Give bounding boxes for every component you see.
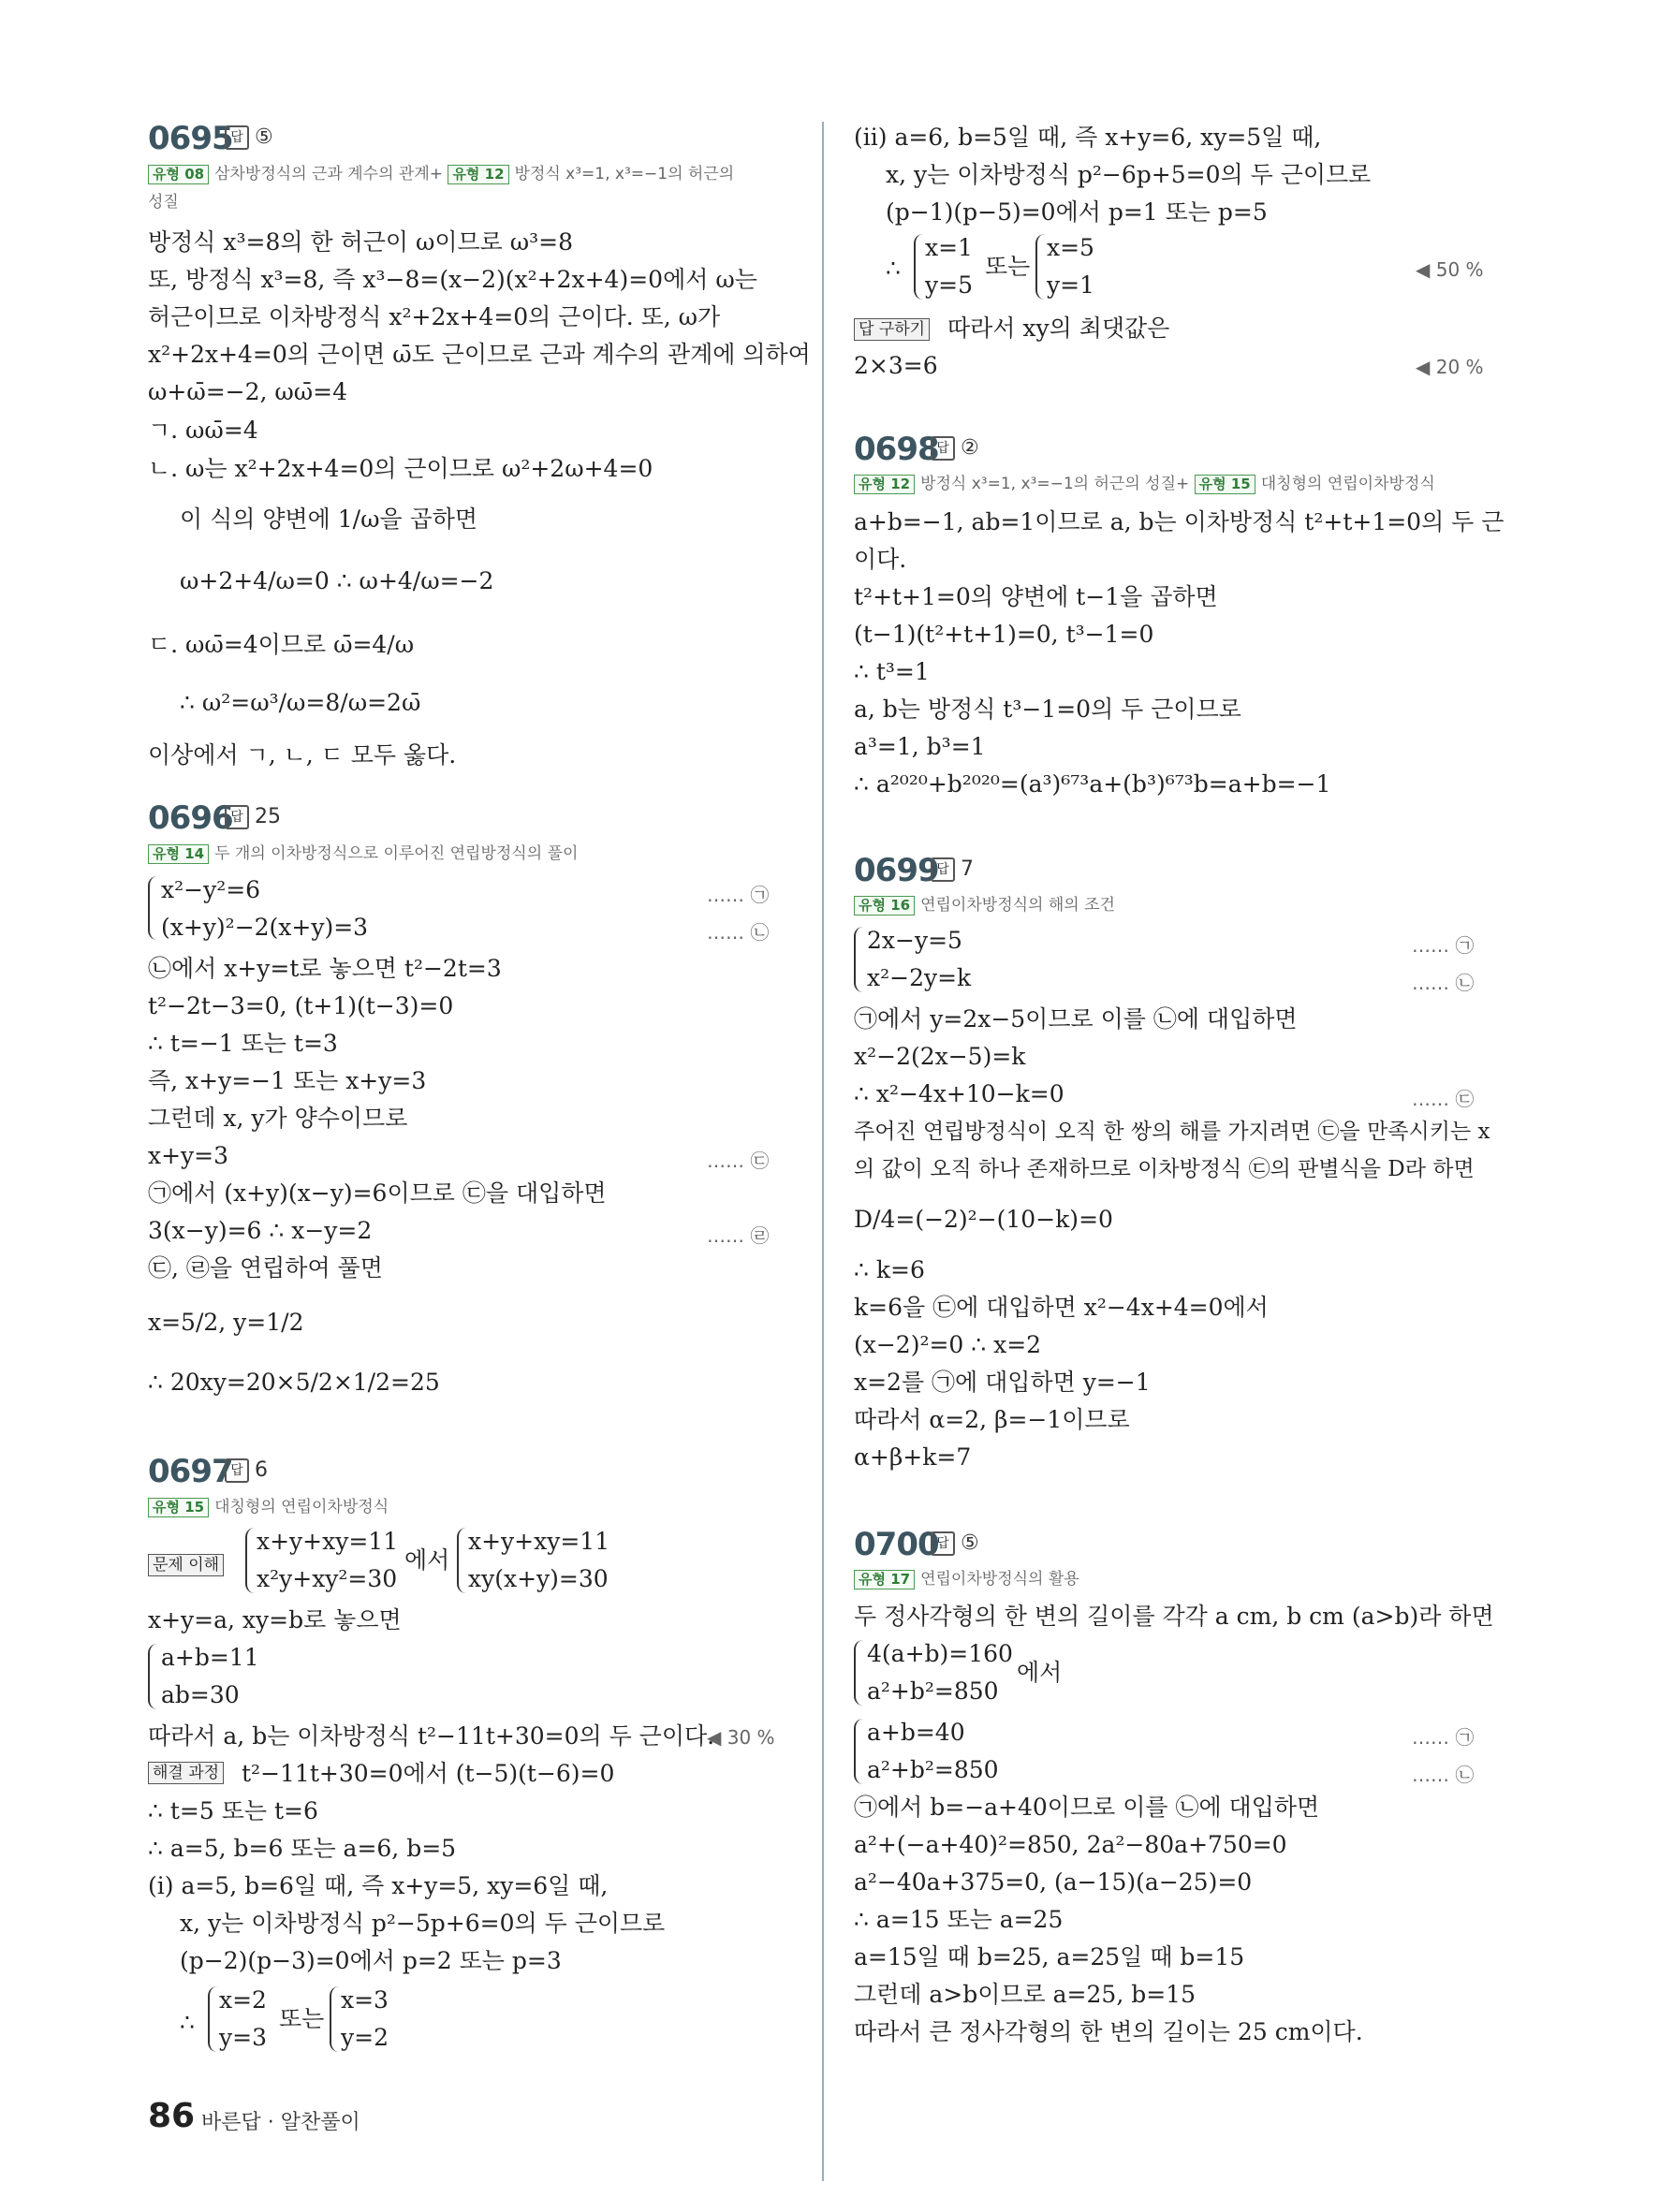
answer: 답 7 [931, 857, 974, 882]
solution-line: x=5 [1047, 234, 1094, 261]
solution-line: ㄷ. ωω̄=4이므로 ω̄=4/ω [148, 631, 415, 658]
solution-line: ∴ t³=1 [854, 658, 930, 685]
page-number: 86 [148, 2097, 196, 2135]
solution-line: 즉, x+y=−1 또는 x+y=3 [148, 1067, 427, 1094]
solution-line: t²+t+1=0의 양변에 t−1을 곱하면 [854, 583, 1218, 610]
solution-line: a³=1, b³=1 [854, 733, 986, 760]
solution-line: 주어진 연립방정식이 오직 한 쌍의 해를 가지려면 ㉢을 만족시키는 x [854, 1120, 1490, 1144]
system-brace [914, 234, 923, 300]
solution-line: ∴ x²−4x+10−k=0 [854, 1080, 1064, 1107]
solution-line: 따라서 큰 정사각형의 한 변의 길이는 25 cm이다. [854, 2018, 1363, 2045]
solution-line: a, b는 방정식 t³−1=0의 두 근이므로 [854, 696, 1241, 723]
problem-number: 0700 [854, 1526, 939, 1563]
label-understand: 문제 이해 [148, 1554, 233, 1576]
solution-line: 방정식 x³=8의 한 허근이 ω이므로 ω³=8 [148, 228, 574, 256]
answer: 답 ⑤ [225, 125, 273, 150]
solution-line: ∴ a=5, b=6 또는 a=6, b=5 [148, 1835, 457, 1862]
solution-line: 이상에서 ㄱ, ㄴ, ㄷ 모두 옳다. [148, 741, 457, 769]
problem-number: 0698 [854, 431, 939, 468]
system-brace [457, 1528, 466, 1593]
solution-line: ∴ [180, 2009, 195, 2036]
solution-line: 따라서 α=2, β=−1이므로 [854, 1406, 1130, 1433]
solution-line: x²y+xy²=30 [257, 1565, 398, 1592]
book-title: 바른답 · 알찬풀이 [201, 2111, 360, 2134]
equation-mark: …… ㉠ [1412, 934, 1475, 957]
solution-line: t²−11t+30=0에서 (t−5)(t−6)=0 [242, 1760, 615, 1787]
solution-line: y=5 [925, 271, 973, 299]
solution-line: 또, 방정식 x³=8, 즉 x³−8=(x−2)(x²+2x+4)=0에서 ω는 [148, 266, 757, 293]
solution-line: α+β+k=7 [854, 1443, 972, 1471]
solution-line: ab=30 [161, 1681, 240, 1708]
solution-line: ㉢, ㉣을 연립하여 풀면 [148, 1254, 383, 1282]
equation-mark: …… ㉡ [1412, 1764, 1475, 1786]
solution-line: (i) a=5, b=6일 때, 즉 x+y=5, xy=6일 때, [148, 1872, 609, 1899]
system-brace [854, 1719, 863, 1784]
equation-mark: …… ㉠ [707, 884, 770, 906]
solution-line: a²+(−a+40)²=850, 2a²−80a+750=0 [854, 1831, 1287, 1858]
solution-line: a²+b²=850 [867, 1677, 999, 1705]
label-answer: 답 구하기 [854, 318, 939, 341]
problem-number: 0699 [854, 852, 939, 889]
solution-line: y=1 [1047, 271, 1094, 299]
solution-line: ω+2+4/ω=0 ∴ ω+4/ω=−2 [180, 567, 494, 594]
solution-line: y=2 [341, 2024, 389, 2051]
type-line: 유형 17 연립이차방정식의 활용 [854, 1567, 1079, 1591]
answer: 답 25 [225, 805, 281, 829]
solution-line: (x+y)²−2(x+y)=3 [161, 914, 369, 941]
answer: 답 6 [225, 1458, 268, 1483]
type-line: 유형 08 삼차방정식의 근과 계수의 관계+ 유형 12 방정식 x³=1, x³=−1의 허근의 [148, 162, 734, 186]
solution-line: k=6을 ㉢에 대입하면 x²−4x+4=0에서 [854, 1294, 1269, 1321]
solution-line: 그런데 x, y가 양수이므로 [148, 1105, 408, 1132]
solution-line: x²+2x+4=0의 근이면 ω̄도 근이므로 근과 계수의 관계에 의하여 [148, 341, 811, 368]
answer-icon: 답 [931, 436, 955, 461]
solution-line: x²−2(2x−5)=k [854, 1043, 1026, 1070]
solution-line: 두 정사각형의 한 변의 길이를 각각 a cm, b cm (a>b)라 하면 [854, 1603, 1494, 1630]
solution-line: x=3 [341, 1986, 389, 2014]
solution-line: (t−1)(t²+t+1)=0, t³−1=0 [854, 621, 1154, 648]
score-percent: ◀ 30 % [707, 1726, 775, 1749]
solution-line: ㉠에서 b=−a+40이므로 이를 ㉡에 대입하면 [854, 1794, 1320, 1821]
solution-line: ㄴ. ω는 x²+2x+4=0의 근이므로 ω²+2ω+4=0 [148, 455, 653, 482]
score-percent: ◀ 50 % [1416, 258, 1484, 281]
solution-line: (x−2)²=0 ∴ x=2 [854, 1331, 1042, 1358]
solution-line: ∴ a²⁰²⁰+b²⁰²⁰=(a³)⁶⁷³a+(b³)⁶⁷³b=a+b=−1 [854, 770, 1331, 798]
type-line: 유형 16 연립이차방정식의 해의 조건 [854, 893, 1115, 917]
solution-line: 2×3=6 [854, 352, 938, 379]
answer: 답 ⑤ [931, 1531, 979, 1556]
solution-line: ∴ k=6 [854, 1256, 925, 1283]
solution-line: a=15일 때 b=25, a=25일 때 b=15 [854, 1943, 1245, 1970]
solution-line: 이다. [854, 546, 907, 573]
type-line: 유형 12 방정식 x³=1, x³=−1의 허근의 성질+ 유형 15 대칭형의 연립이차방정식 [854, 472, 1435, 496]
solution-line: ㄱ. ωω̄=4 [148, 417, 258, 444]
solution-line: ∴ [886, 255, 901, 282]
solution-line: x, y는 이차방정식 p²−5p+6=0의 두 근이므로 [180, 1910, 666, 1937]
solution-line: a+b=40 [867, 1719, 965, 1746]
solution-line: 따라서 xy의 최댓값은 [947, 315, 1170, 342]
problem-number: 0695 [148, 120, 233, 157]
column-divider [822, 122, 824, 2181]
solution-line: ∴ t=5 또는 t=6 [148, 1797, 318, 1824]
solution-line: 따라서 a, b는 이차방정식 t²−11t+30=0의 두 근이다. [148, 1722, 715, 1750]
answer: 답 ② [931, 436, 979, 461]
solution-line: a²+b²=850 [867, 1756, 999, 1783]
solution-line: 또는 [279, 2005, 325, 2032]
equation-mark: …… ㉡ [707, 921, 770, 944]
solution-line: 허근이므로 이차방정식 x²+2x+4=0의 근이다. 또, ω가 [148, 303, 721, 330]
solution-line: a+b=11 [161, 1644, 259, 1671]
solution-line: ㉡에서 x+y=t로 놓으면 t²−2t=3 [148, 955, 502, 982]
solution-line: 또는 [985, 253, 1031, 280]
solution-line: (p−1)(p−5)=0에서 p=1 또는 p=5 [886, 198, 1268, 226]
solution-line: x, y는 이차방정식 p²−6p+5=0의 두 근이므로 [886, 161, 1372, 188]
solution-line: 의 값이 오직 하나 존재하므로 이차방정식 ㉢의 판별식을 D라 하면 [854, 1157, 1475, 1181]
solution-line: x+y+xy=11 [468, 1528, 610, 1555]
problem-number: 0696 [148, 799, 233, 837]
solution-line: ∴ a=15 또는 a=25 [854, 1906, 1064, 1933]
equation-mark: …… ㉠ [1412, 1726, 1475, 1749]
solution-line: (p−2)(p−3)=0에서 p=2 또는 p=3 [180, 1947, 562, 1974]
solution-line: 에서 [1017, 1659, 1063, 1686]
system-brace [854, 927, 863, 992]
solution-line: ㉠에서 y=2x−5이므로 이를 ㉡에 대입하면 [854, 1005, 1298, 1033]
type-line: 유형 14 두 개의 이차방정식으로 이루어진 연립방정식의 풀이 [148, 842, 578, 866]
solution-line: x=2를 ㉠에 대입하면 y=−1 [854, 1369, 1151, 1396]
solution-line: x+y=a, xy=b로 놓으면 [148, 1606, 402, 1633]
solution-line: D/4=(−2)²−(10−k)=0 [854, 1206, 1113, 1233]
score-percent: ◀ 20 % [1416, 356, 1484, 378]
equation-mark: …… ㉢ [1412, 1088, 1475, 1110]
solution-line: (ii) a=6, b=5일 때, 즉 x+y=6, xy=5일 때, [854, 124, 1322, 151]
solution-line: ∴ 20xy=20×5/2×1/2=25 [148, 1369, 440, 1396]
solution-line: t²−2t−3=0, (t+1)(t−3)=0 [148, 992, 454, 1019]
system-brace [1035, 234, 1045, 300]
answer-icon: 답 [225, 125, 249, 150]
equation-mark: …… ㉣ [707, 1224, 770, 1247]
solution-line: y=3 [219, 2024, 267, 2051]
answer-icon: 답 [931, 857, 955, 882]
type-line: 유형 15 대칭형의 연립이차방정식 [148, 1495, 389, 1519]
answer-icon: 답 [931, 1531, 955, 1556]
answer-icon: 답 [225, 1458, 249, 1483]
equation-mark: …… ㉡ [1412, 972, 1475, 994]
system-brace [854, 1640, 863, 1706]
solution-line: 그런데 a>b이므로 a=25, b=15 [854, 1981, 1196, 2008]
solution-line: ㉠에서 (x+y)(x−y)=6이므로 ㉢을 대입하면 [148, 1179, 607, 1207]
solution-line: a+b=−1, ab=1이므로 a, b는 이차방정식 t²+t+1=0의 두 근 [854, 508, 1505, 535]
solution-line: x+y+xy=11 [257, 1528, 399, 1555]
equation-mark: …… ㉢ [707, 1150, 770, 1172]
label-solve: 해결 과정 [148, 1762, 233, 1784]
solution-line: x²−y²=6 [161, 876, 261, 903]
type-line: 성질 [148, 193, 179, 212]
solution-line: 이 식의 양변에 1/ω을 곱하면 [180, 505, 478, 533]
system-brace [330, 1986, 339, 2052]
solution-line: x=5/2, y=1/2 [148, 1309, 304, 1336]
system-brace [148, 1644, 157, 1709]
solution-line: ω+ω̄=−2, ωω̄=4 [148, 378, 348, 405]
solution-line: xy(x+y)=30 [468, 1565, 609, 1592]
solution-line: 4(a+b)=160 [867, 1640, 1013, 1667]
solution-line: ∴ t=−1 또는 t=3 [148, 1030, 338, 1057]
solution-line: ∴ ω²=ω³/ω=8/ω=2ω̄ [180, 689, 421, 716]
solution-line: x=1 [925, 234, 973, 261]
system-brace [208, 1986, 217, 2052]
system-brace [148, 876, 157, 940]
system-brace [245, 1528, 255, 1593]
solution-line: x+y=3 [148, 1142, 229, 1169]
solution-line: a²−40a+375=0, (a−15)(a−25)=0 [854, 1868, 1253, 1896]
solution-line: 2x−y=5 [867, 927, 962, 954]
answer-icon: 답 [225, 805, 249, 829]
solution-line: 3(x−y)=6 ∴ x−y=2 [148, 1217, 373, 1244]
problem-number: 0697 [148, 1453, 233, 1490]
solution-line: x²−2y=k [867, 964, 972, 991]
solution-line: x=2 [219, 1986, 267, 2014]
solution-line: 에서 [404, 1546, 450, 1574]
